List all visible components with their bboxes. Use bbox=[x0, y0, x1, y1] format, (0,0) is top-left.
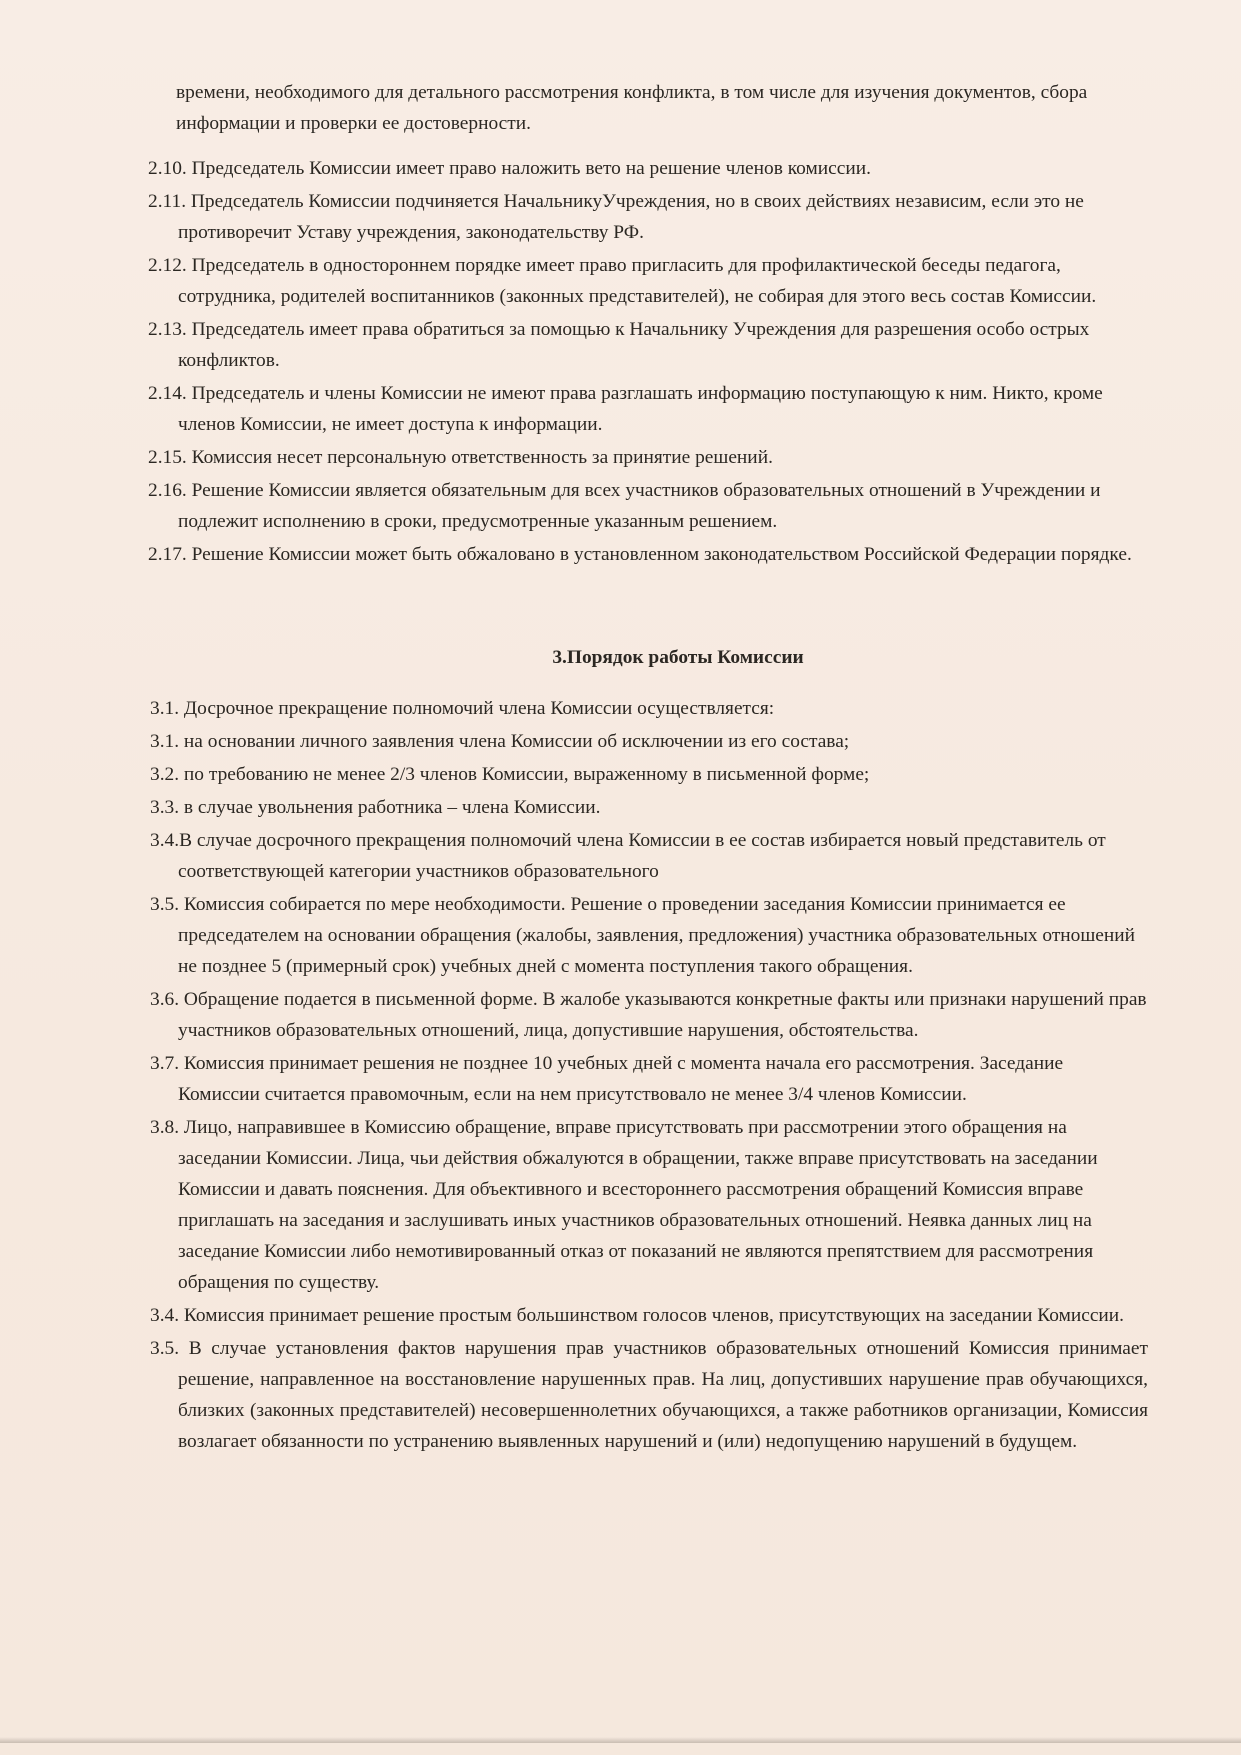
clause-2-13: 2.13. Председатель имеет права обратиться за помощью к Начальнику Учреждения для разрешения особо острых конфликтов. bbox=[148, 319, 1090, 372]
clause-2-15: 2.15. Комиссия несет персональную ответственность за принятие решений. bbox=[148, 447, 773, 469]
clause-3-5: 3.5. Комиссия собирается по мере необходимости. Решение о проведении заседания Комиссии принимается ее председателем на основании обращения (жалобы, заявления, предложения) участника образовательных отношений не позднее 5 (примерный срок) учебных дней с момента поступления такого обращения. bbox=[150, 894, 1136, 978]
section-3-list bbox=[148, 693, 1148, 1457]
section-3-heading: 3.Порядок работы Комиссии bbox=[552, 647, 804, 669]
clause-3-4: 3.4.В случае досрочного прекращения полномочий члена Комиссии в ее состав избирается новый представитель от соответствующей категории участников образовательного bbox=[150, 830, 1106, 883]
clause-3-8: 3.8. Лицо, направившее в Комиссию обращение, вправе присутствовать при рассмотрении этого обращения на заседании Комиссии. Лица, чьи действия обжалуются в обращении, также вправе присутствовать на заседании Комиссии и давать пояснения. Для объективного и всестороннего рассмотрения обращений Комиссия вправе приглашать на заседания и заслушивать иных участников образовательных отношений. Неявка данных лиц на заседание Комиссии либо немотивированный отказ от показаний не являются препятствием для рассмотрения обращения по существу. bbox=[150, 1117, 1098, 1294]
clause-3-1-a: 3.1. на основании личного заявления члена Комиссии об исключении из его состава; bbox=[150, 731, 850, 753]
document-body bbox=[148, 58, 1148, 1459]
clause-3-7: 3.7. Комиссия принимает решения не позднее 10 учебных дней с момента начала его рассмотрения. Заседание Комиссии считается правомочным, если на нем присутствовало не менее 3/4 членов Комиссии. bbox=[150, 1053, 1064, 1106]
clause-2-14: 2.14. Председатель и члены Комиссии не имеют права разглашать информацию поступающую к ним. Никто, кроме членов Комиссии, не имеет доступа к информации. bbox=[148, 383, 1103, 436]
clause-3-6: 3.6. Обращение подается в письменной форме. В жалобе указываются конкретные факты или признаки нарушений прав участников образовательных отношений, лица, допустившие нарушения, обстоятельства. bbox=[150, 989, 1147, 1042]
paragraph-continuation: времени, необходимого для детального рассмотрения конфликта, в том числе для изучения документов, сбора информации и проверки ее достоверности. bbox=[176, 82, 1088, 135]
section-2-list bbox=[148, 153, 1148, 570]
clause-2-12: 2.12. Председатель в одностороннем порядке имеет право пригласить для профилактической беседы педагога, сотрудника, родителей воспитанников (законных представителей), не собирая для этого весь состав Комиссии. bbox=[148, 255, 1097, 308]
clause-3-1: 3.1. Досрочное прекращение полномочий члена Комиссии осуществляется: bbox=[150, 698, 775, 720]
clause-3-5-b: 3.5. В случае установления фактов нарушения прав участников образовательных отношений Комиссия принимает решение, направленное на восстановление нарушенных прав. На лиц, допустивших нарушение прав обучающихся, близких (законных представителей) несовершеннолетних обучающихся, а также работников организации, Комиссия возлагает обязанности по устранению выявленных нарушений и (или) недопущению нарушений в будущем. bbox=[150, 1338, 1148, 1453]
clause-2-17: 2.17. Решение Комиссии может быть обжаловано в установленном законодательством Российской Федерации порядке. bbox=[148, 544, 1132, 566]
clause-3-4-b: 3.4. Комиссия принимает решение простым большинством голосов членов, присутствующих на заседании Комиссии. bbox=[150, 1305, 1125, 1327]
clause-2-10: 2.10. Председатель Комиссии имеет право наложить вето на решение членов комиссии. bbox=[148, 158, 871, 180]
clause-2-11: 2.11. Председатель Комиссии подчиняется НачальникуУчреждения, но в своих действиях независим, если это не противоречит Уставу учреждения, законодательству РФ. bbox=[148, 191, 1084, 244]
clause-3-2: 3.2. по требованию не менее 2/3 членов Комиссии, выраженному в письменной форме; bbox=[150, 764, 870, 786]
clause-2-16: 2.16. Решение Комиссии является обязательным для всех участников образовательных отношений в Учреждении и подлежит исполнению в сроки, предусмотренные указанным решением. bbox=[148, 480, 1101, 533]
clause-3-3: 3.3. в случае увольнения работника – члена Комиссии. bbox=[150, 797, 601, 819]
